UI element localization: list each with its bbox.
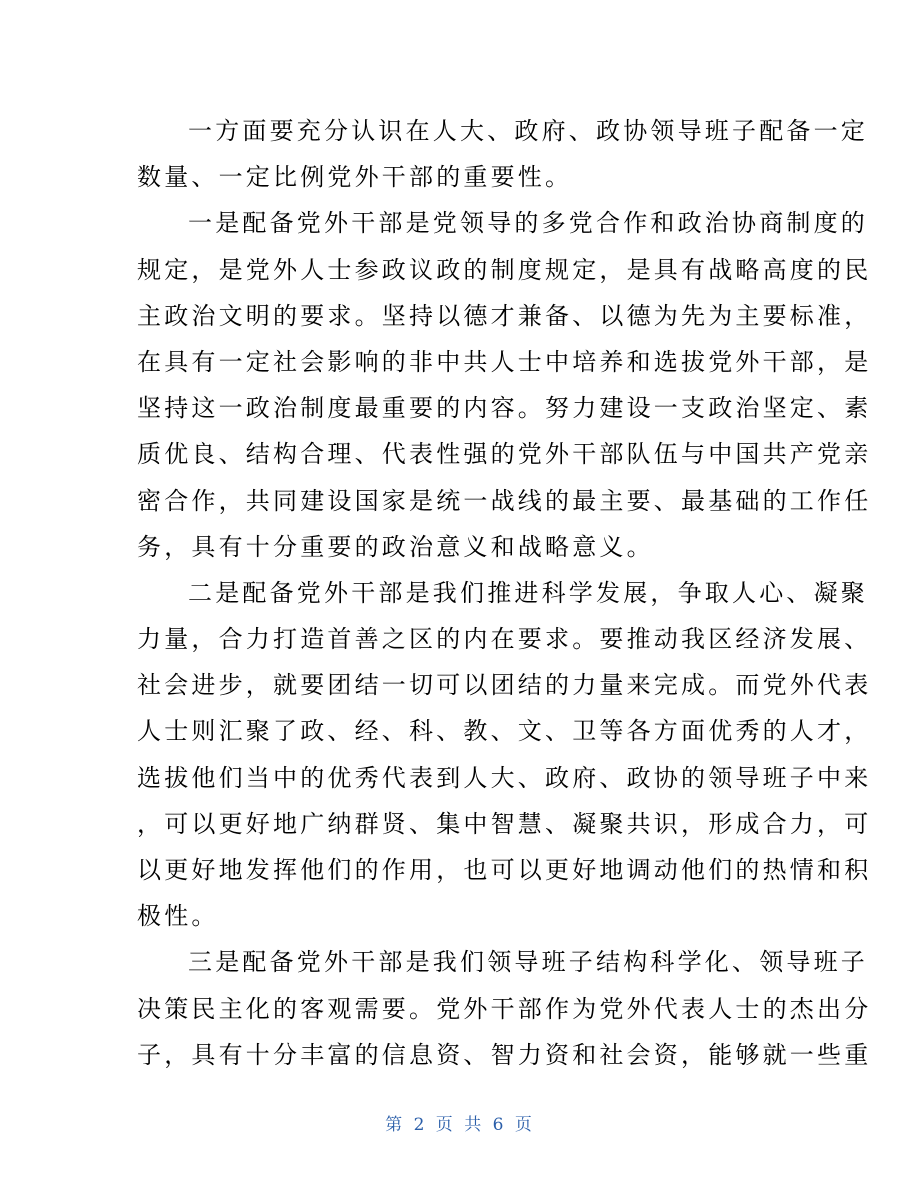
text-line: 极性。 <box>137 902 219 931</box>
text-line: 数量、一定比例党外干部的重要性。 <box>137 163 573 192</box>
page-number-footer: 第 2 页 共 6 页 <box>385 1115 535 1135</box>
paragraph-1 <box>137 108 868 200</box>
text-line: 一是配备党外干部是党领导的多党合作和政治协商制度的 <box>188 209 868 238</box>
text-line: 一方面要充分认识在人大、政府、政协领导班子配备一定 <box>188 117 868 145</box>
text-line: 子，具有十分丰富的信息资、智力资和社会资，能够就一些重 <box>137 1040 872 1069</box>
text-line: 密合作，共同建设国家是统一战线的最主要、最基础的工作任 <box>137 486 872 515</box>
paragraph-2 <box>137 200 872 570</box>
text-line: 选拔他们当中的优秀代表到人大、政府、政协的领导班子中来 <box>137 763 872 792</box>
text-line: 人士则汇聚了政、经、科、教、文、卫等各方面优秀的人才， <box>137 717 872 746</box>
text-line: ，可以更好地广纳群贤、集中智慧、凝聚共识，形成合力，可 <box>137 809 872 838</box>
text-line: 以更好地发挥他们的作用，也可以更好地调动他们的热情和积 <box>137 856 872 884</box>
text-line: 在具有一定社会影响的非中共人士中培养和选拔党外干部，是 <box>137 347 872 376</box>
text-line: 规定，是党外人士参政议政的制度规定，是具有战略高度的民 <box>137 255 872 284</box>
text-line: 坚持这一政治制度最重要的内容。努力建设一支政治坚定、素 <box>137 394 872 423</box>
text-line: 三是配备党外干部是我们领导班子结构科学化、领导班子 <box>188 948 868 977</box>
paragraph-3 <box>137 570 872 940</box>
text-line: 二是配备党外干部是我们推进科学发展，争取人心、凝聚 <box>188 578 868 607</box>
body-text <box>137 108 872 1078</box>
text-line: 力量，合力打造首善之区的内在要求。要推动我区经济发展、 <box>137 625 872 654</box>
text-line: 务，具有十分重要的政治意义和战略意义。 <box>137 532 654 561</box>
text-line: 质优良、结构合理、代表性强的党外干部队伍与中国共产党亲 <box>137 440 872 469</box>
text-line: 决策民主化的客观需要。党外干部作为党外代表人士的杰出分 <box>137 994 872 1023</box>
text-line: 社会进步，就要团结一切可以团结的力量来完成。而党外代表 <box>137 671 872 700</box>
paragraph-4 <box>137 939 872 1078</box>
text-line: 主政治文明的要求。坚持以德才兼备、以德为先为主要标准， <box>137 301 872 330</box>
